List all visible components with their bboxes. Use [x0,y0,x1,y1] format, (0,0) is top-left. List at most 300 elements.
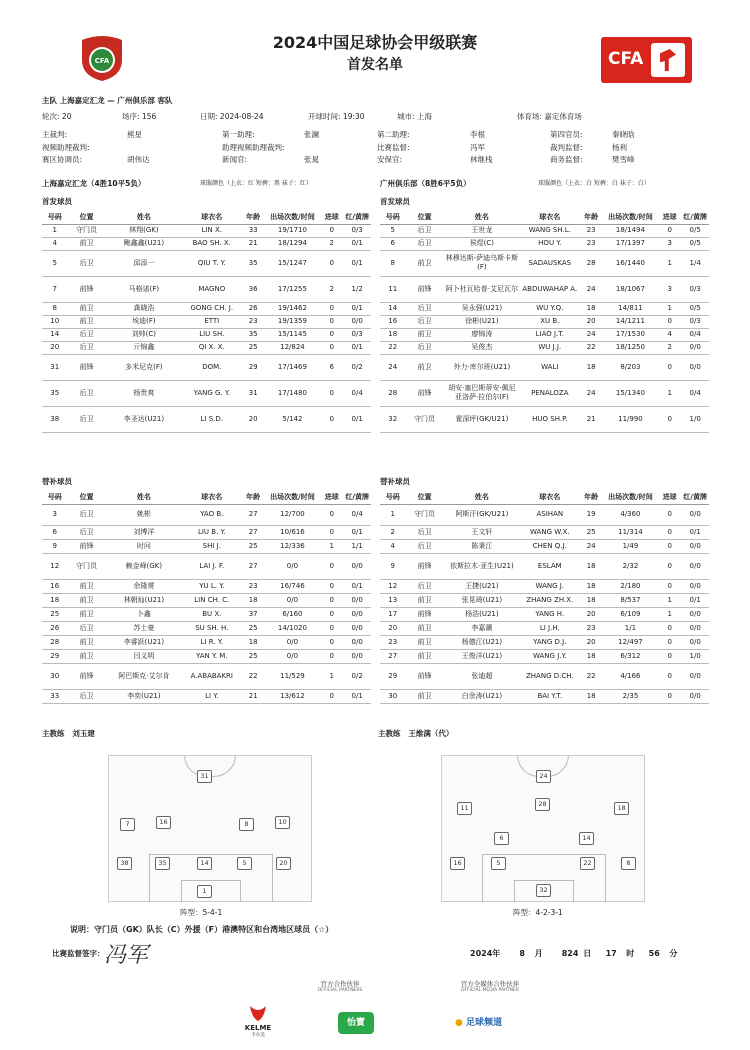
player-cell: 18 [580,354,603,380]
player-cell: 13 [380,593,405,607]
column-header: 号码 [42,492,67,504]
player-cell: 17/1397 [603,237,658,250]
player-shirt-icon: 32 [536,884,551,897]
player-cell: 王捷(U21) [444,579,520,593]
away-subs-label: 替补球员 [380,477,410,486]
player-cell: 杨贵爽 [106,380,182,406]
player-cell: 2 [380,525,405,539]
official-label: 助理视频助理裁判: [222,142,285,152]
player-cell: LIN CH. C. [182,593,241,607]
player-cell: 时问 [106,539,182,553]
player-cell: SADAUSKAS [520,250,579,276]
player-cell: 赖金峰(GK) [106,553,182,579]
player-cell: 0 [320,302,343,315]
player-cell: 0/4 [681,380,709,406]
player-cell: 18 [580,579,603,593]
player-cell: 亓锦鑫 [106,341,182,354]
table-header-row [42,212,371,224]
player-shirt-icon: 10 [275,816,290,829]
player-row [380,406,709,432]
column-header: 姓名 [106,492,182,504]
player-cell: 23 [242,315,265,328]
away-subs-table [380,492,709,704]
player-cell: 0/0 [681,621,709,635]
player-cell: 后卫 [405,579,443,593]
player-cell: A.ABABAKRI [182,663,241,689]
player-cell: 陈秉江 [444,539,520,553]
official-media-partner-label: 官方全媒体合作伙伴 OFFICIAL MEDIA PARTNER [460,980,520,993]
player-cell: 15/1340 [603,380,658,406]
player-row [380,250,709,276]
player-cell: 17/1530 [603,328,658,341]
cfa-brand-text: CFA [608,49,644,69]
player-cell: WANG J. [520,579,579,593]
player-row [42,607,371,621]
player-cell: 侯煜(C) [444,237,520,250]
player-cell: 27 [380,649,405,663]
player-cell: 前卫 [67,315,105,328]
column-header: 球衣名 [520,492,579,504]
player-cell: BAO SH. X. [182,237,241,250]
player-cell: 1/1 [603,621,658,635]
player-cell: LIN X. [182,224,241,237]
player-cell: 0/1 [681,525,709,539]
player-cell: 25 [242,539,265,553]
player-shirt-icon: 5 [237,857,252,870]
legend-note: 说明：守门员（GK）队长（C）外援（F）港澳特区和台湾地区球员（☆） [70,925,334,934]
official-name: 张澜 [304,130,319,139]
player-row [42,328,371,341]
player-cell: 后卫 [405,237,443,250]
column-header: 出场次数/时间 [265,492,320,504]
player-cell: 0/1 [343,250,371,276]
player-cell: 16/1440 [603,250,658,276]
player-cell: 前卫 [67,635,105,649]
player-cell: 23 [580,237,603,250]
player-shirt-icon: 11 [457,802,472,815]
player-cell: 21 [242,237,265,250]
player-cell: YU L. Y. [182,579,241,593]
player-cell: QI X. X. [182,341,241,354]
player-cell: 李睿跃(U21) [106,635,182,649]
player-row [42,504,371,525]
player-cell: 1 [658,250,681,276]
player-cell: 19 [580,504,603,525]
player-cell: ASIHAN [520,504,579,525]
player-cell: WALI [520,354,579,380]
player-cell: 后卫 [67,406,105,432]
player-cell: 31 [42,354,67,380]
player-cell: 0/0 [265,593,320,607]
player-cell: 前卫 [405,635,443,649]
player-row [380,663,709,689]
player-cell: 0 [658,539,681,553]
player-cell: 28 [580,250,603,276]
player-cell: 依斯拉木·亚生(U21) [444,553,520,579]
player-cell: 埃迪(F) [106,315,182,328]
player-cell: 25 [242,341,265,354]
player-cell: 后卫 [405,224,443,237]
player-cell: 前锋 [67,539,105,553]
player-cell: 0/0 [265,649,320,663]
player-cell: 26 [242,302,265,315]
player-cell: 22 [580,341,603,354]
player-cell: 0 [658,553,681,579]
player-cell: 0/0 [681,689,709,703]
player-cell: 0 [320,607,343,621]
player-cell: 12/336 [265,539,320,553]
player-cell: 前锋 [405,380,443,406]
player-cell: 前卫 [67,607,105,621]
player-shirt-icon: 5 [491,857,506,870]
player-cell: 36 [242,276,265,302]
player-cell: 19/1710 [265,224,320,237]
player-cell: 18 [580,553,603,579]
player-cell: 0/3 [343,328,371,341]
player-row [42,649,371,663]
player-cell: 0/3 [681,315,709,328]
player-shirt-icon: 24 [536,770,551,783]
player-cell: 0/0 [681,579,709,593]
player-cell: 27 [242,504,265,525]
home-starters-label: 首发球员 [42,197,72,206]
player-shirt-icon: 1 [197,885,212,898]
official-label: 视频助理裁判: [42,142,90,152]
player-cell: 28 [380,380,405,406]
player-row [42,302,371,315]
player-cell: 前锋 [405,553,443,579]
player-cell: WANG J.Y. [520,649,579,663]
player-cell: LIU SH. [182,328,241,341]
player-cell: 4 [42,237,67,250]
player-cell: LI R. Y. [182,635,241,649]
player-cell: 5 [42,250,67,276]
football-channel-logo: ● 足球频道 [455,1018,503,1028]
player-cell: 0/0 [681,341,709,354]
player-cell: 3 [658,276,681,302]
player-cell: 王俊洋(U21) [444,649,520,663]
player-cell: 后卫 [67,250,105,276]
signature-label: 比赛监督签字： [52,949,105,958]
home-formation-label: 阵型：5-4-1 [180,908,223,917]
player-cell: 0/0 [343,607,371,621]
player-cell: 6 [42,525,67,539]
player-cell: 21 [580,406,603,432]
player-cell: 19/1462 [265,302,320,315]
player-cell: 后卫 [405,315,443,328]
official-label: 第一助理: [222,130,255,139]
player-cell: 24 [580,328,603,341]
player-cell: 后卫 [67,621,105,635]
player-cell: 18 [42,593,67,607]
player-cell: 3 [42,504,67,525]
player-cell: 25 [242,649,265,663]
player-cell: 6/109 [603,607,658,621]
player-row [380,539,709,553]
column-header: 年龄 [242,492,265,504]
player-cell: 12/824 [265,341,320,354]
player-row [380,593,709,607]
player-cell: 前锋 [67,276,105,302]
column-header: 球衣名 [182,492,241,504]
player-cell: 1 [658,380,681,406]
player-cell: 邱添一 [106,250,182,276]
player-cell: 守门员 [405,504,443,525]
player-cell: 35 [42,380,67,406]
player-cell: 1 [320,663,343,689]
official-name: 杨利 [612,142,627,152]
column-header: 红/黄牌 [681,212,709,224]
player-cell: 刘博洋 [106,525,182,539]
away-kit-colors: 球服颜色（上衣：白 短裤：白 袜子：白） [538,180,650,187]
player-cell: ETTI [182,315,241,328]
player-row [380,276,709,302]
player-cell: 前卫 [67,649,105,663]
official-name: 秦晓晗 [612,130,635,139]
player-cell: 10/616 [265,525,320,539]
player-shirt-icon: 16 [450,857,465,870]
player-cell: 2 [658,341,681,354]
kelme-logo: KELME 卡尔美 [238,1004,278,1038]
player-cell: 0/0 [681,539,709,553]
player-cell: 17/1480 [265,380,320,406]
player-cell: 0 [320,341,343,354]
player-shirt-icon: 6 [494,832,509,845]
player-cell: 0/1 [343,406,371,432]
player-cell: 0/1 [343,689,371,703]
column-header: 号码 [380,492,405,504]
player-cell: 9 [380,553,405,579]
player-cell: 2 [320,276,343,302]
player-cell: 0 [320,504,343,525]
player-cell: 11/314 [603,525,658,539]
column-header: 出场次数/时间 [603,492,658,504]
player-row [42,689,371,703]
player-cell: ZHANG ZH.X. [520,593,579,607]
player-cell: YANG D.J. [520,635,579,649]
player-cell: 霍深坪(GK/U21) [444,406,520,432]
player-row [380,354,709,380]
player-cell: 阿巴斯克·艾尔肯 [106,663,182,689]
player-cell: 0 [320,250,343,276]
player-row [380,237,709,250]
player-cell: 10 [42,315,67,328]
player-cell: 0/0 [681,553,709,579]
player-cell: 0/0 [343,553,371,579]
player-cell: XU B. [520,315,579,328]
home-subs-label: 替补球员 [42,477,72,486]
player-cell: YAO B. [182,504,241,525]
player-cell: 后卫 [67,341,105,354]
player-cell: 0/0 [681,607,709,621]
player-cell: 25 [42,607,67,621]
player-cell: LAI J. F. [182,553,241,579]
column-header: 年龄 [242,212,265,224]
player-row [42,315,371,328]
player-cell: 4/360 [603,504,658,525]
player-cell: 23 [580,224,603,237]
away-team-name: 广州俱乐部（8胜6平5负） [380,179,471,188]
match-teams: 主队 上海嘉定汇龙 — 广州俱乐部 客队 [42,96,173,105]
player-cell: 12 [380,579,405,593]
player-cell: GONG CH. J. [182,302,241,315]
player-shirt-icon: 8 [239,818,254,831]
player-cell: 张迪超 [444,663,520,689]
player-cell: 徐彬(U21) [444,315,520,328]
player-cell: 余隆赟 [106,579,182,593]
player-cell: 23 [380,635,405,649]
player-cell: 前卫 [67,579,105,593]
page-subtitle: 首发名单 [347,57,403,73]
player-cell: 2/35 [603,689,658,703]
home-team-name: 上海嘉定汇龙（4胜10平5负） [42,179,146,188]
player-cell: 0 [658,649,681,663]
player-cell: 32 [380,406,405,432]
player-cell: 18 [580,302,603,315]
player-row [42,224,371,237]
player-cell: 后卫 [405,525,443,539]
player-cell: 25 [580,525,603,539]
player-cell: PENALOZA [520,380,579,406]
player-cell: WANG W.X. [520,525,579,539]
player-cell: 前卫 [405,328,443,341]
column-header: 年龄 [580,212,603,224]
player-row [42,635,371,649]
player-cell: 0/1 [343,237,371,250]
player-cell: BU X. [182,607,241,621]
player-cell: 林翔(GK) [106,224,182,237]
player-cell: 4 [380,539,405,553]
player-cell: 0 [658,525,681,539]
home-kit-colors: 球服颜色（上衣：红 短裤：黑 袜子：红） [200,180,312,187]
player-cell: 0 [658,406,681,432]
player-cell: 27 [242,553,265,579]
table-header-row [380,492,709,504]
player-cell: 马格诺(F) [106,276,182,302]
player-cell: 0/5 [681,224,709,237]
player-row [42,237,371,250]
home-starters-table [42,212,371,433]
player-cell: 37 [242,607,265,621]
player-cell: ESLAM [520,553,579,579]
player-cell: 0/0 [265,553,320,579]
player-cell: 0 [320,689,343,703]
cfa-emblem-text: CFA [94,57,110,65]
player-cell: 0/3 [681,276,709,302]
player-row [380,525,709,539]
player-row [42,380,371,406]
player-cell: 前锋 [405,607,443,621]
player-cell: YAN Y. M. [182,649,241,663]
player-cell: 卜鑫 [106,607,182,621]
player-cell: 0/0 [343,649,371,663]
player-cell: 吴永强(U21) [444,302,520,315]
player-cell: 28 [42,635,67,649]
column-header: 进球 [320,492,343,504]
player-cell: 姚彬 [106,504,182,525]
player-cell: 0/1 [343,302,371,315]
player-cell: 26 [42,621,67,635]
player-cell: 0/0 [343,635,371,649]
player-cell: 前卫 [405,649,443,663]
player-row [380,341,709,354]
player-cell: 0/5 [681,302,709,315]
player-row [42,276,371,302]
player-cell: 18 [242,593,265,607]
player-cell: HOU Y. [520,237,579,250]
player-cell: 1 [320,539,343,553]
player-cell: 苏士豪 [106,621,182,635]
player-row [42,406,371,432]
player-cell: 22 [580,663,603,689]
column-header: 位置 [67,492,105,504]
player-cell: 外力·库尔班(U21) [444,354,520,380]
player-cell: 前锋 [67,663,105,689]
official-name: 李根 [470,130,485,139]
player-cell: 前锋 [405,663,443,689]
player-cell: 0/5 [681,237,709,250]
player-shirt-icon: 28 [535,798,550,811]
player-cell: 14 [380,302,405,315]
official-label: 比赛监督: [377,142,410,152]
player-cell: WU J.J. [520,341,579,354]
player-cell: 0 [320,315,343,328]
player-cell: 1/0 [681,649,709,663]
table-header-row [380,212,709,224]
player-shirt-icon: 38 [117,857,132,870]
player-cell: BAI Y.T. [520,689,579,703]
player-cell: HUO SH.P. [520,406,579,432]
column-header: 年龄 [580,492,603,504]
player-cell: 龚晓浩 [106,302,182,315]
away-formation-pitch [441,755,645,902]
player-cell: MAGNO [182,276,241,302]
player-cell: 后卫 [405,341,443,354]
column-header: 出场次数/时间 [265,212,320,224]
player-cell: 0 [658,224,681,237]
player-cell: DOM. [182,354,241,380]
official-partners-label: 官方合作伙伴 OFFICIAL PARTNERS [317,980,363,993]
player-cell: 0 [320,553,343,579]
player-cell: 白余涛(U21) [444,689,520,703]
player-cell: 2/180 [603,579,658,593]
player-cell: 李嘉灏 [444,621,520,635]
column-header: 球衣名 [182,212,241,224]
player-cell: 30 [42,663,67,689]
away-coach: 主教练 王维满（代） [378,729,454,738]
player-row [380,579,709,593]
player-cell: 吴俊杰 [444,341,520,354]
player-cell: 14/1211 [603,315,658,328]
player-cell: 9 [42,539,67,553]
player-cell: 1/49 [603,539,658,553]
player-row [380,224,709,237]
player-cell: 20 [42,341,67,354]
player-cell: 20 [580,635,603,649]
official-label: 第二助理: [377,130,410,139]
away-formation-label: 阵型：4-2-3-1 [513,908,563,917]
supervisor-signature: 冯军 [104,943,149,968]
player-cell: 22 [380,341,405,354]
player-cell: 杨浩(U21) [444,607,520,621]
player-cell: WANG SH.L. [520,224,579,237]
player-cell: 刘帅(C) [106,328,182,341]
column-header: 红/黄牌 [681,492,709,504]
player-cell: 杨德江(U21) [444,635,520,649]
player-row [42,354,371,380]
player-cell: 鲍鑫鑫(U21) [106,237,182,250]
player-cell: 前锋 [67,354,105,380]
